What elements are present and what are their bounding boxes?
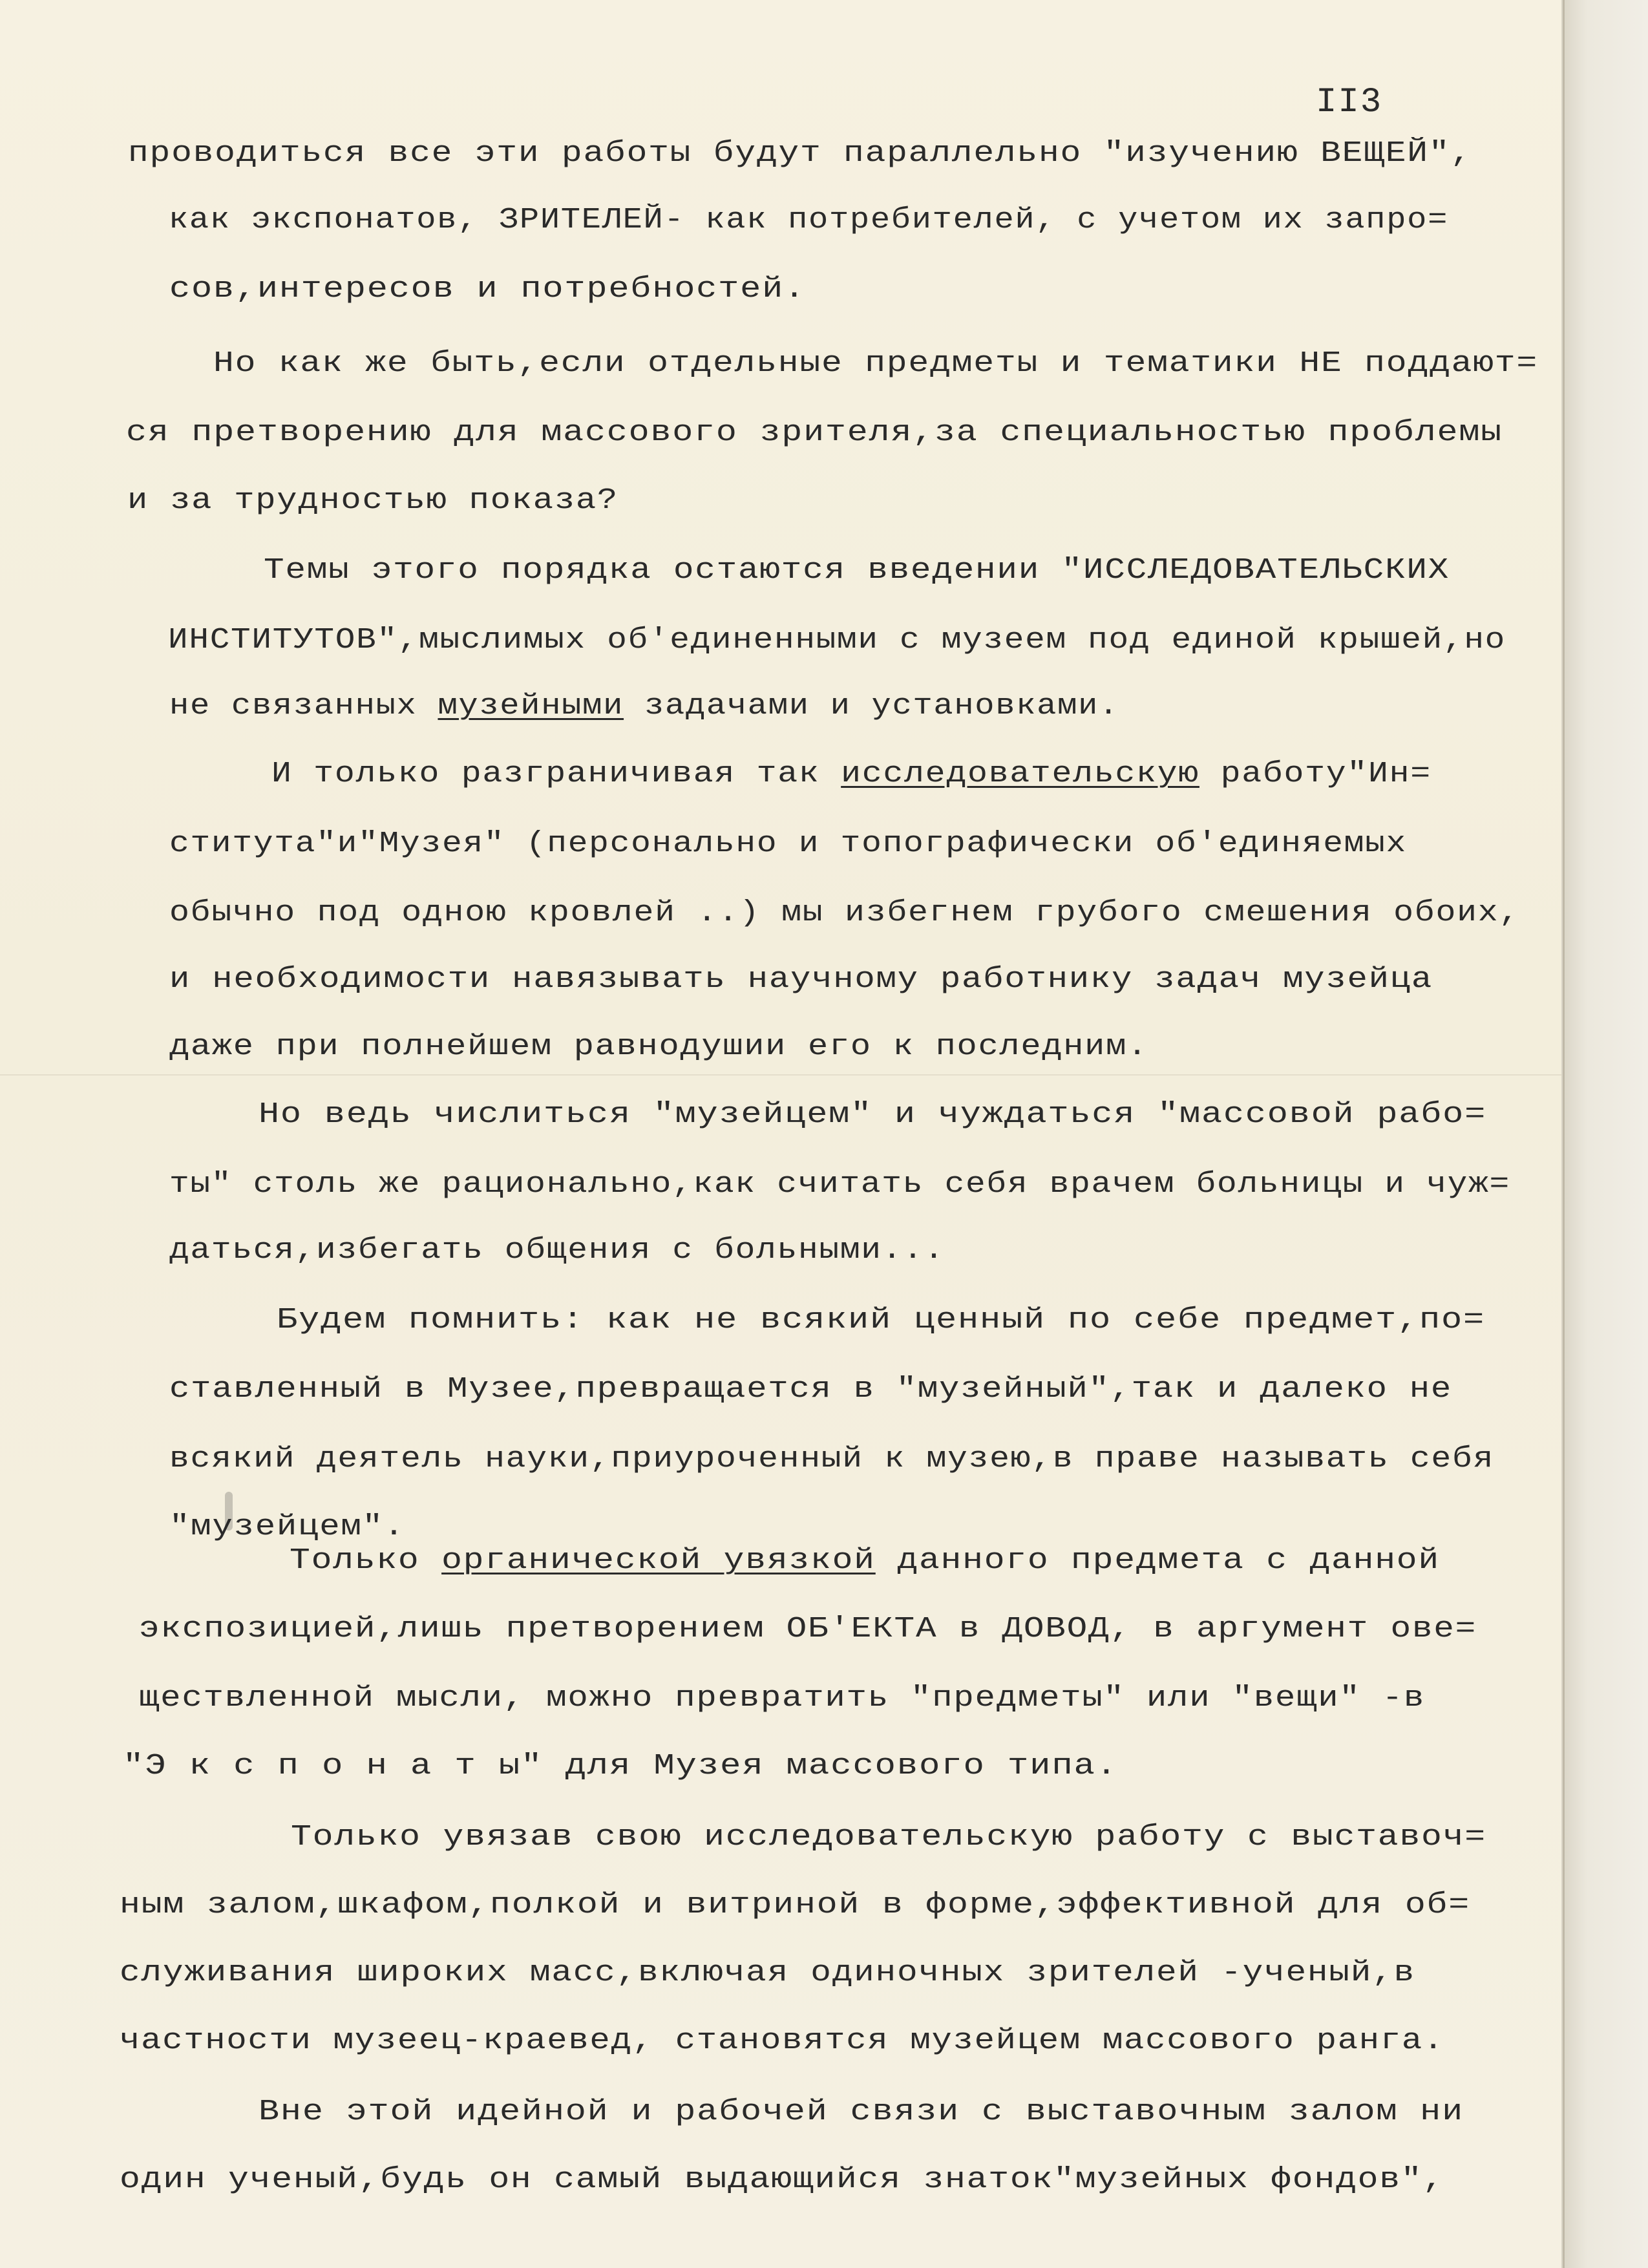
text-line <box>169 1170 1510 1199</box>
text-line <box>126 418 1503 447</box>
text-segment: Но как же быть,если отдельные предметы и тематики НЕ поддают= <box>213 347 1539 380</box>
text-segment: задачами и установками. <box>624 690 1120 723</box>
page-number: II3 <box>1316 83 1383 122</box>
text-line <box>169 206 1448 235</box>
text-segment: "музейцем". <box>169 1510 405 1543</box>
text-segment: Вне этой идейной и рабочей связи с выставочным залом ни <box>259 2095 1464 2128</box>
text-line <box>120 1891 1470 1920</box>
text-line <box>169 1375 1452 1404</box>
text-line <box>213 349 1538 378</box>
text-segment: не связанных <box>169 690 438 723</box>
text-line <box>271 759 1431 789</box>
text-line <box>169 1512 405 1542</box>
text-line <box>169 898 1520 927</box>
underlined-phrase: музейными <box>438 690 624 723</box>
text-line <box>169 275 806 304</box>
text-line <box>139 1615 1477 1644</box>
text-segment: сов,интересов и потребностей. <box>169 273 807 306</box>
text-segment: ститута"и"Музея" (персонально и топографически об'единяемых <box>169 827 1408 860</box>
text-line <box>127 486 618 515</box>
text-segment: ИНСТИТУТОВ",мыслимых об'единенными с музеем под единой крышей,но <box>168 624 1506 657</box>
text-segment: Будем помнить: как не всякий ценный по себе предмет,по= <box>277 1304 1486 1337</box>
text-line <box>277 1306 1485 1335</box>
text-line <box>169 1236 945 1265</box>
text-segment: служивания широких масс,включая одиночных зрителей -ученый,в <box>120 1956 1415 1989</box>
text-segment: ным залом,шкафом,полкой и витриной в форме,эффективной для об= <box>120 1889 1470 1922</box>
text-segment: И только разграничивая так <box>271 758 841 790</box>
text-segment: ставленный в Музее,превращается в "музейный",так и далеко не <box>169 1373 1452 1406</box>
text-segment: проводиться все эти работы будут параллельно "изучению ВЕЩЕЙ", <box>128 137 1472 170</box>
text-line <box>264 556 1450 585</box>
text-line <box>259 2097 1464 2126</box>
text-segment: Но ведь числиться "музейцем" и чуждаться "массовой рабо= <box>259 1098 1487 1131</box>
text-line <box>169 829 1407 858</box>
text-segment: даже при полнейшем равнодушии его к последним. <box>169 1030 1148 1063</box>
text-segment: работу"Ин= <box>1199 758 1431 790</box>
text-line <box>291 1823 1486 1852</box>
text-segment: экспозицией,лишь претворением ОБ'ЕКТА в ДОВОД, в аргумент ове= <box>139 1613 1477 1646</box>
text-line <box>169 1445 1494 1474</box>
text-segment: ся претворению для массового зрителя,за специальностью проблемы <box>126 416 1503 449</box>
text-segment: и за трудностью показа? <box>127 484 618 517</box>
text-line <box>123 1752 1118 1781</box>
text-line <box>120 2165 1444 2194</box>
text-segment: Темы этого порядка остаются введении "ИССЛЕДОВАТЕЛЬСКИХ <box>264 554 1450 587</box>
text-line <box>290 1546 1440 1575</box>
text-segment: даться,избегать общения с больными... <box>169 1234 945 1267</box>
text-segment: ществленной мысли, можно превратить "предметы" или "вещи" -в <box>139 1682 1426 1715</box>
sheet-edge-line <box>1563 0 1565 2268</box>
text-segment: частности музеец-краевед, становятся музейцем массового ранга. <box>120 2024 1445 2057</box>
text-line <box>169 1032 1148 1061</box>
text-segment: "Э к с п о н а т ы" для Музея массового типа. <box>123 1750 1119 1783</box>
text-segment: Только увязав свою исследовательскую работу с выставоч= <box>291 1821 1486 1854</box>
text-segment: ты" столь же рационально,как считать себя врачем больницы и чуж= <box>169 1168 1510 1201</box>
underlying-page-edge <box>1561 0 1648 2268</box>
text-line <box>259 1100 1486 1129</box>
underlined-phrase: органической увязкой <box>441 1544 876 1577</box>
text-line <box>169 692 1119 721</box>
text-line <box>169 965 1433 994</box>
text-segment: один ученый,будь он самый выдающийся знаток"музейных фондов", <box>120 2163 1445 2196</box>
text-line <box>139 1684 1425 1713</box>
text-line <box>128 139 1472 168</box>
text-segment: Только <box>290 1544 442 1577</box>
text-line <box>120 2026 1444 2055</box>
text-segment: данного предмета с данной <box>875 1544 1440 1577</box>
text-line <box>120 1958 1415 1987</box>
text-segment: всякий деятель науки,приуроченный к музею,в праве называть себя <box>169 1443 1495 1476</box>
underlined-phrase: исследовательскую <box>841 758 1199 790</box>
text-segment: и необходимости навязывать научному работнику задач музейца <box>169 963 1433 996</box>
text-segment: обычно под одною кровлей ..) мы избегнем грубого смешения обоих, <box>169 896 1521 929</box>
text-line <box>168 626 1506 655</box>
text-segment: как экспонатов, ЗРИТЕЛЕЙ- как потребителей, с учетом их запро= <box>169 204 1449 237</box>
